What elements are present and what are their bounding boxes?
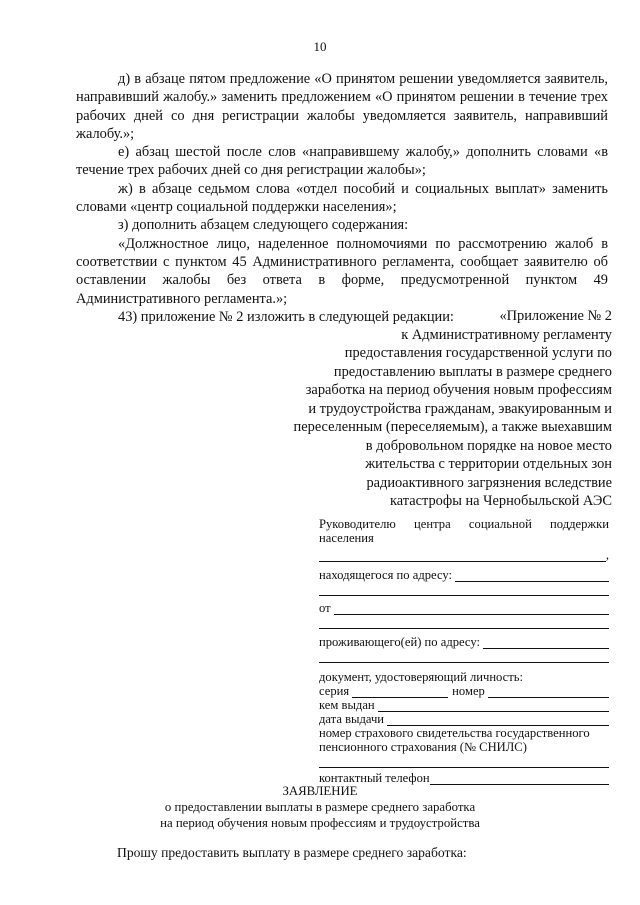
- statement-heading: [0, 783, 640, 831]
- from-field[interactable]: [334, 603, 609, 615]
- id-doc-label: документ, удостоверяющий личность:: [319, 670, 524, 684]
- appendix-line: и трудоустройства гражданам, эвакуированным и: [308, 400, 612, 417]
- addressee-name-field[interactable]: [319, 550, 606, 562]
- paragraph-d: д) в абзаце пятом предложение «О принятом решении уведомляется заявитель, направивший жалобу.» заменить предложением «О принятом решении в течение трех рабочих дней со дня регистрации жалобы уведомляется заявитель, направивший жалобу.»;: [76, 71, 608, 142]
- addressee-line: Руководителю центра социальной поддержки: [319, 517, 609, 531]
- page-number: 10: [313, 39, 327, 54]
- comma: ,: [605, 548, 609, 562]
- series-label: серия: [319, 684, 350, 698]
- amendment-text: [76, 70, 608, 326]
- address-label: находящегося по адресу:: [319, 568, 452, 582]
- statement-title: ЗАЯВЛЕНИЕ: [282, 784, 358, 798]
- statement-subtitle: на период обучения новым профессиям и трудоустройства: [160, 816, 480, 830]
- number-label: номер: [452, 684, 485, 698]
- appendix-line: к Административному регламенту: [401, 326, 612, 343]
- paragraph-z: з) дополнить абзацем следующего содержания:: [118, 217, 409, 234]
- number-field[interactable]: [488, 686, 609, 698]
- series-field[interactable]: [352, 686, 448, 698]
- residing-field-2[interactable]: [319, 662, 609, 663]
- appendix-line: катастрофы на Чернобыльской АЭС: [390, 493, 612, 509]
- issued-by-label: кем выдан: [319, 698, 375, 712]
- issued-by-field[interactable]: [378, 700, 609, 712]
- addressee-line: населения: [319, 531, 374, 545]
- snils-field[interactable]: [319, 767, 609, 768]
- residing-label: проживающего(ей) по адресу:: [319, 635, 480, 649]
- paragraph-e: е) абзац шестой после слов «направившему жалобу,» дополнить словами «в течение трех рабочих дней со дня регистрации жалобы»;: [76, 144, 608, 179]
- from-field-2[interactable]: [319, 628, 609, 629]
- appendix-line: в добровольном порядке на новое место: [365, 437, 612, 454]
- appendix-line: переселенным (переселяемым), а также выехавшим: [293, 419, 612, 435]
- statement-subtitle: о предоставлении выплаты в размере среднего заработка: [164, 800, 476, 814]
- appendix-line: «Приложение № 2: [499, 308, 612, 324]
- paragraph-zh: ж) в абзаце седьмом слова «отдел пособий и социальных выплат» заменить словами «центр социальной поддержки населения»;: [76, 180, 608, 216]
- residing-field[interactable]: [483, 637, 609, 649]
- paragraph-43: 43) приложение № 2 изложить в следующей редакции:: [118, 308, 454, 325]
- paragraph-quote: «Должностное лицо, наделенное полномочиями по рассмотрению жалоб в соответствии с пунктом 45 Административного регламента, сообщает заявителю об оставлении жалобы без ответа в форме, предусмотренной пунктом 49 Административного регламента.»;: [76, 235, 608, 307]
- from-label: от: [319, 601, 331, 615]
- insurance-label: пенсионного страхования (№ СНИЛС): [319, 740, 527, 754]
- appendix-header: [260, 307, 612, 511]
- issue-date-field[interactable]: [387, 714, 609, 726]
- phone-label: контактный телефон: [319, 771, 430, 785]
- appendix-line: заработка на период обучения новым профессиям: [305, 382, 612, 398]
- appendix-line: предоставления государственной услуги по: [344, 345, 612, 361]
- applicant-form: [319, 517, 609, 785]
- issue-date-label: дата выдачи: [319, 712, 385, 726]
- insurance-label: номер страхового свидетельства государственного: [319, 726, 590, 740]
- appendix-line: радиоактивного загрязнения вследствие: [366, 474, 612, 491]
- appendix-line: предоставлению выплаты в размере среднего: [333, 363, 612, 380]
- appendix-line: жительства с территории отдельных зон: [365, 456, 612, 472]
- request-text: Прошу предоставить выплату в размере среднего заработка:: [117, 845, 467, 860]
- address-field[interactable]: [455, 570, 609, 582]
- address-field-2[interactable]: [319, 595, 609, 596]
